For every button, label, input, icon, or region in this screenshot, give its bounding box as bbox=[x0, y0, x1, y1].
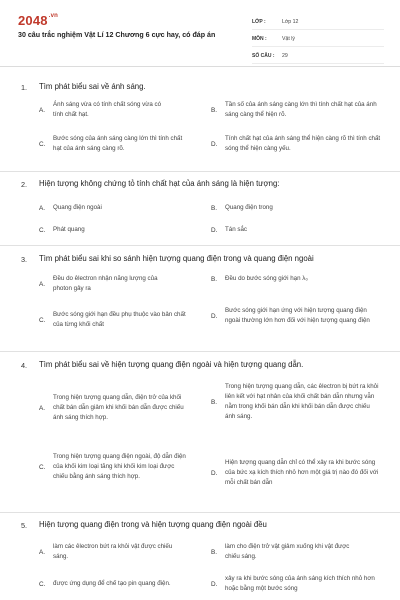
question-3 bbox=[0, 250, 400, 347]
option-c[interactable] bbox=[39, 134, 203, 154]
option-d[interactable] bbox=[211, 458, 381, 488]
option-c[interactable] bbox=[39, 579, 211, 589]
meta-subject-label: MÔN : bbox=[252, 36, 267, 42]
option-letter: B. bbox=[211, 548, 218, 556]
question-number: 4. bbox=[21, 361, 28, 370]
option-text: Bước sóng của ánh sáng càng lớn thì tính chất hạt của ánh sáng càng rõ. bbox=[53, 135, 183, 152]
question-number: 1. bbox=[21, 83, 28, 92]
option-letter: A. bbox=[39, 204, 46, 212]
meta-count-label: SỐ CÂU : bbox=[252, 53, 275, 59]
option-b[interactable] bbox=[211, 274, 381, 284]
option-text: Bước sóng giới hạn đều phụ thuộc vào bản chất của từng khối chất bbox=[53, 311, 186, 328]
option-letter: B. bbox=[211, 204, 218, 212]
meta-subject-value: Vật lý bbox=[282, 36, 295, 42]
meta-subject-row bbox=[252, 32, 384, 47]
option-letter: B. bbox=[211, 275, 218, 283]
document-header bbox=[0, 0, 400, 70]
option-d[interactable] bbox=[211, 574, 383, 594]
option-text: Bước sóng giới hạn ứng với hiện tượng quang điện ngoài thường lớn hơn đối với hiện tượng quang điện bbox=[225, 307, 370, 324]
meta-count-row bbox=[252, 49, 384, 64]
question-divider bbox=[0, 245, 400, 246]
question-number: 5. bbox=[21, 521, 28, 530]
option-letter: B. bbox=[211, 106, 218, 114]
option-text: làm cho điện trở vật giảm xuống khi vật được chiếu sáng. bbox=[225, 543, 350, 560]
option-a[interactable] bbox=[39, 542, 203, 562]
question-divider bbox=[0, 171, 400, 172]
option-text: Đều do bước sóng giới hạn λ₀ bbox=[225, 275, 308, 282]
option-a[interactable] bbox=[39, 393, 203, 423]
option-letter: D. bbox=[211, 312, 218, 320]
option-text: Đều do êlectron nhận năng lượng của photon gây ra bbox=[53, 275, 158, 292]
option-text: Tính chất hạt của ánh sáng thể hiện càng rõ thì tính chất sóng thể hiện càng yếu. bbox=[225, 135, 381, 152]
option-b[interactable] bbox=[211, 382, 381, 422]
option-c[interactable] bbox=[39, 310, 203, 330]
question-text: Tìm phát biểu sai về hiện tượng quang điện ngoài và hiện tượng quang dẫn. bbox=[39, 360, 304, 369]
option-a[interactable] bbox=[39, 100, 203, 120]
option-text: Trong hiện tượng quang dẫn, các êlectron bị bứt ra khỏi liên kết với hạt nhân của khối chất bán dẫn nhưng vẫn nằm trong khối bán dẫn khi khối bán dẫn được chiếu ánh sáng. bbox=[225, 383, 379, 420]
option-letter: B. bbox=[211, 398, 218, 406]
logo-text: 2048 bbox=[18, 13, 48, 28]
question-text: Tìm phát biểu sai về ánh sáng. bbox=[39, 82, 146, 91]
question-2 bbox=[0, 175, 400, 245]
option-c[interactable] bbox=[39, 225, 85, 235]
option-letter: C. bbox=[39, 316, 46, 324]
option-letter: D. bbox=[211, 226, 218, 234]
option-letter: A. bbox=[39, 106, 46, 114]
option-text: Phát quang bbox=[53, 226, 85, 233]
question-number: 3. bbox=[21, 255, 28, 264]
option-d[interactable] bbox=[211, 306, 381, 326]
option-letter: A. bbox=[39, 548, 46, 556]
question-divider bbox=[0, 512, 400, 513]
option-text: xảy ra khi bước sóng của ánh sáng kích thích nhỏ hơn hoặc bằng một bước sóng bbox=[225, 575, 375, 592]
option-text: Ánh sáng vừa có tính chất sóng vừa có tính chất hạt. bbox=[53, 101, 162, 118]
option-letter: D. bbox=[211, 469, 218, 477]
option-b[interactable] bbox=[211, 100, 381, 120]
question-1 bbox=[0, 78, 400, 170]
option-letter: C. bbox=[39, 580, 46, 588]
document-title: 30 câu trắc nghiệm Vật Lí 12 Chương 6 cực hay, có đáp án bbox=[18, 31, 216, 39]
document-meta bbox=[252, 15, 384, 66]
option-letter: C. bbox=[39, 140, 46, 148]
option-text: Trong hiện tượng quang điện ngoài, độ dẫn điện của khối kim loại tăng khi khối kim loại được chiếu bằng ánh sáng thích hợp. bbox=[53, 453, 186, 480]
question-number: 2. bbox=[21, 180, 28, 189]
logo-suffix: .vn bbox=[48, 13, 59, 19]
option-b[interactable] bbox=[211, 203, 273, 213]
header-divider bbox=[0, 66, 400, 67]
option-d[interactable] bbox=[211, 225, 247, 235]
option-d[interactable] bbox=[211, 134, 381, 154]
meta-class-row bbox=[252, 15, 384, 30]
option-text: làm các êlectron bứt ra khỏi vật được chiếu sáng. bbox=[53, 543, 173, 560]
option-text: Quang điện ngoài bbox=[53, 204, 102, 211]
option-text: được ứng dụng để chế tạo pin quang điện. bbox=[53, 580, 171, 587]
option-a[interactable] bbox=[39, 274, 203, 294]
question-5 bbox=[0, 516, 400, 600]
option-text: Quang điện trong bbox=[225, 204, 273, 211]
option-a[interactable] bbox=[39, 203, 102, 213]
option-text: Tần số của ánh sáng càng lớn thì tính chất hạt của ánh sáng càng thể hiện rõ. bbox=[225, 101, 377, 118]
option-letter: C. bbox=[39, 226, 46, 234]
question-4 bbox=[0, 356, 400, 506]
question-divider bbox=[0, 351, 400, 352]
meta-class-value: Lớp 12 bbox=[282, 19, 299, 25]
option-letter: A. bbox=[39, 280, 46, 288]
option-b[interactable] bbox=[211, 542, 381, 562]
option-text: Hiện tượng quang dẫn chỉ có thể xảy ra khi bước sóng của bức xạ kích thích nhỏ hơn một giá trị nào đó đối với mỗi chất bán dẫn bbox=[225, 459, 379, 486]
option-letter: D. bbox=[211, 140, 218, 148]
option-letter: C. bbox=[39, 463, 46, 471]
option-letter: D. bbox=[211, 580, 218, 588]
option-text: Tán sắc bbox=[225, 226, 248, 233]
question-text: Hiện tượng không chứng tỏ tính chất hạt của ánh sáng là hiện tượng: bbox=[39, 179, 280, 188]
meta-class-label: LỚP : bbox=[252, 19, 266, 25]
meta-count-value: 29 bbox=[282, 53, 288, 59]
option-letter: A. bbox=[39, 404, 46, 412]
question-text: Tìm phát biểu sai khi so sánh hiện tượng quang điện trong và quang điện ngoài bbox=[39, 254, 314, 263]
site-logo[interactable] bbox=[18, 13, 58, 28]
question-text: Hiện tượng quang điện trong và hiện tượng quang điện ngoài đều bbox=[39, 520, 267, 529]
option-c[interactable] bbox=[39, 452, 203, 482]
option-text: Trong hiện tượng quang dẫn, điện trở của khối chất bán dẫn giảm khi khối bán dẫn được chiếu ánh sáng thích hợp. bbox=[53, 394, 184, 421]
